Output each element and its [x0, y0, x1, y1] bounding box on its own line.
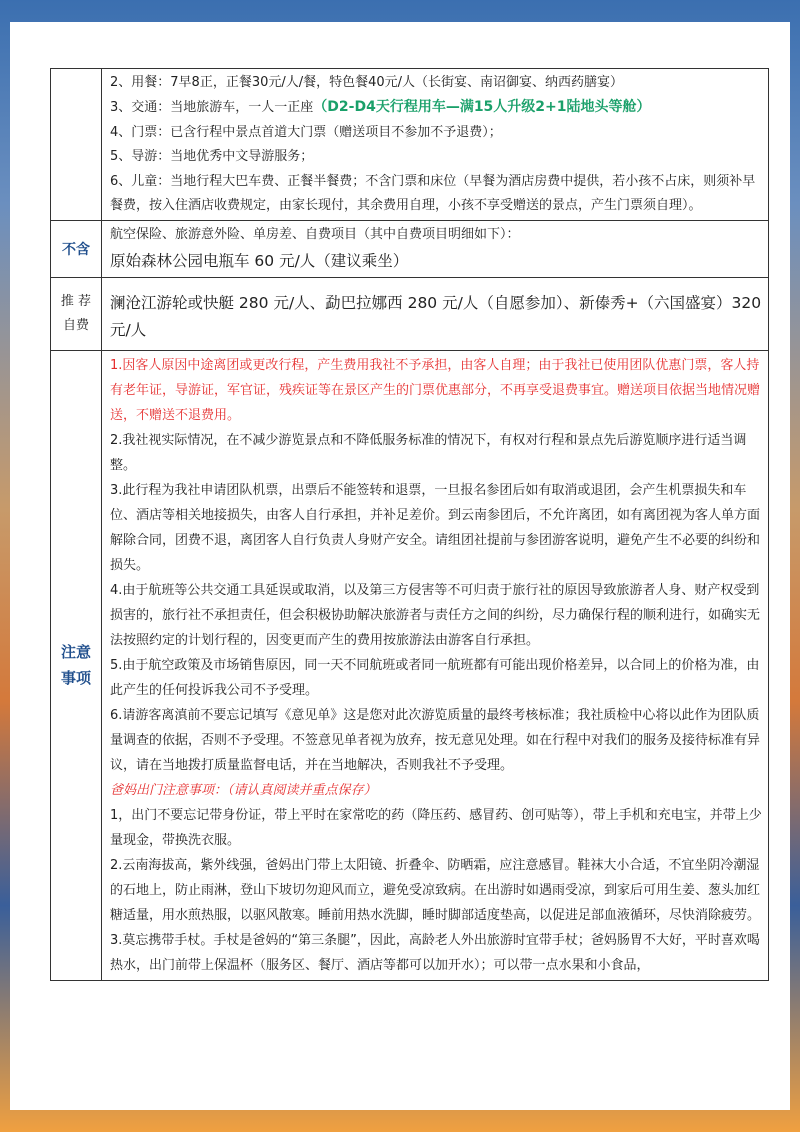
- recommend-label: [51, 277, 102, 350]
- exclude-label: 不含: [51, 221, 102, 277]
- parents-item-3: 3.莫忘携带手杖。手杖是爸妈的“第三条腿”，因此，高龄老人外出旅游时宜带手杖；爸妈肠胃不大好，平时喜欢喝热水，出门前带上保温杯（服务区、餐厅、酒店等都可以加开水）；可以带一点水果和小食品，: [110, 932, 760, 973]
- note-item-3: 3.此行程为我社申请团队机票，出票后不能签转和退票，一旦报名参团后如有取消或退团，会产生机票损失和车位、酒店等相关地接损失，由客人自行承担，并补足差价。到云南参团后，不允许离团，如有离团视为客人单方面解除合同，团费不退，离团客人自行负责人身财产安全。请组团社提前与参团游客说明，避免产生不必要的纠纷和损失。: [110, 482, 761, 573]
- exclude-row: [51, 221, 769, 277]
- note-item-2: 2.我社视实际情况，在不减少游览景点和不降低服务标准的情况下，有权对行程和景点先后游览顺序进行适当调整。: [110, 432, 747, 473]
- notes-label: [51, 350, 102, 980]
- include-item-tickets: 4、门票：已含行程中景点首道大门票（赠送项目不参加不予退费）；: [110, 124, 502, 140]
- parents-heading: 爸妈出门注意事项：（请认真阅读并重点保存）: [110, 782, 377, 798]
- exclude-cell: [102, 221, 769, 277]
- include-item-guide: 5、导游：当地优秀中文导游服务；: [110, 149, 314, 165]
- recommend-label-top: 推 荐: [60, 293, 92, 309]
- parents-item-1: 1，出门不要忘记带身份证，带上平时在家常吃的药（降压药、感冒药、创可贴等），带上手机和充电宝，并带上少量现金，带换洗衣服。: [110, 807, 762, 848]
- notes-label-top: 注意: [60, 643, 91, 662]
- include-row: [51, 69, 769, 221]
- note-item-4: 4.由于航班等公共交通工具延误或取消，以及第三方侵害等不可归责于旅行社的原因导致旅游者人身、财产权受到损害的，旅行社不承担责任，但会积极协助解决旅游者与责任方之间的纠纷，尽力确保行程的顺利进行，如确实无法按照约定的计划行程的，因变更而产生的费用按旅游法由游客自行承担。: [110, 582, 761, 648]
- notes-cell: [102, 350, 769, 980]
- note-item-1: 1.因客人原因中途离团或更改行程，产生费用我社不予承担，由客人自理；由于我社已使用团队优惠门票，客人持有老年证，导游证，军官证，残疾证等在景区产生的门票优惠部分，不再享受退费事宜。赠送项目依据当地情况赠送，不赠送不退费用。: [110, 357, 761, 423]
- exclude-line: 航空保险、旅游意外险、单房差、自费项目（其中自费项目明细如下）：: [110, 227, 520, 243]
- note-item-6: 6.请游客离滇前不要忘记填写《意见单》这是您对此次游览质量的最终考核标准；我社质检中心将以此作为团队质量调查的依据，否则不予受理。不签意见单者视为放弃，按无意见处理。如在行程中对我们的服务及接待标准有异议，请在当地拨打质量监督电话，并在当地解决，否则我社不予受理。: [110, 707, 761, 773]
- recommend-row: [51, 277, 769, 350]
- include-item-meals: 2、用餐：7早8正，正餐30元/人/餐，特色餐40元/人（长街宴、南诏御宴、纳西药膳宴）: [110, 75, 624, 90]
- exclude-extra: 原始森林公园电瓶车 60 元/人（建议乘坐）: [110, 251, 409, 270]
- recommend-label-bottom: 自费: [62, 317, 89, 333]
- notes-label-bottom: 事项: [60, 669, 91, 688]
- notes-row: [51, 350, 769, 980]
- include-item-children: 6、儿童：当地行程大巴车费、正餐半餐费；不含门票和床位（早餐为酒店房费中提供，若小孩不占床，则须补早餐费，按入住酒店收费规定，由家长现付，其余费用自理，小孩不享受赠送的景点，产生门票须自理）。: [110, 173, 756, 214]
- note-item-5: 5.由于航空政策及市场销售原因，同一天不同航班或者同一航班都有可能出现价格差异，以合同上的价格为准，由此产生的任何投诉我公司不予受理。: [110, 657, 760, 698]
- traffic-text: 3、交通：当地旅游车，一人一正座: [110, 100, 314, 116]
- parents-item-2: 2.云南海拔高，紫外线强，爸妈出门带上太阳镜、折叠伞、防晒霜，应注意感冒。鞋袜大小合适，不宜坐阴冷潮湿的石地上，防止雨淋，登山下坡切勿迎风而立，避免受凉致病。在出游时如遇雨受凉，到家后可用生姜、葱头加红糖适量，用水煎热服，以驱风散寒。睡前用热水洗脚，睡时脚部适度垫高，以促进足部血液循环，尽快消除疲劳。: [110, 857, 761, 923]
- traffic-highlight: （D2-D4天行程用车—满15人升级2+1陆地头等舱）: [313, 99, 651, 116]
- recommend-cell: 澜沧江游轮或快艇 280 元/人、勐巴拉娜西 280 元/人（自愿参加）、新傣秀+（六国盛宴）320 元/人: [102, 277, 769, 350]
- include-cell: [102, 69, 769, 221]
- page-frame: [10, 22, 790, 1110]
- itinerary-table: [50, 68, 769, 981]
- include-label: [51, 69, 102, 221]
- include-item-traffic: [110, 95, 762, 120]
